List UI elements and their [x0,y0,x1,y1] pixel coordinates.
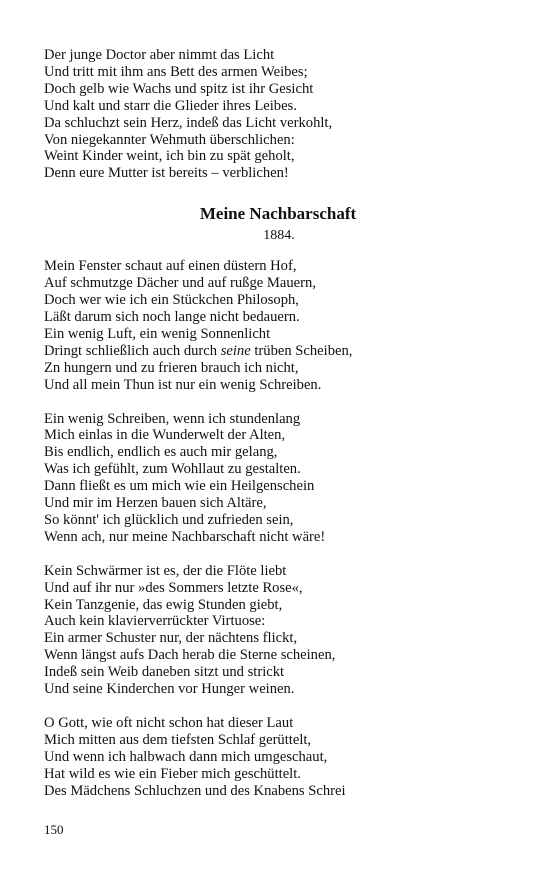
verse-line: So könnt' ich glücklich und zufrieden sein, [44,511,294,528]
poem-title: Meine Nachbarschaft [199,204,357,224]
verse-line: Auf schmutzge Dächer und auf rußge Mauern, [44,275,316,292]
stanza-2 [44,411,514,546]
verse-line: Ein wenig Luft, ein wenig Sonnenlicht [44,325,271,342]
stanza-gap [44,546,514,563]
verse-line: Wenn längst aufs Dach herab die Sterne scheinen, [44,647,336,664]
emphasized-word: seine [220,342,251,359]
verse-line: Zn hungern und zu frieren brauch ich nicht, [44,359,299,376]
stanza-3 [44,563,514,698]
verse-line: Auch kein klavierverrückter Virtuose: [44,613,266,630]
verse-text: trüben Scheiben, [250,342,353,359]
verse-line: O Gott, wie oft nicht schon hat dieser Laut [44,715,294,731]
stanza-gap [44,394,514,411]
verse-line [44,343,514,360]
verse-line: Mein Fenster schaut auf einen düstern Hof, [44,258,297,275]
page-body [44,47,514,800]
verse-line: Ein armer Schuster nur, der nächtens flickt, [44,630,298,647]
verse-line: Wenn ach, nur meine Nachbarschaft nicht wäre! [44,528,326,545]
verse-line: Und kalt und starr die Glieder ihres Leibes. [44,97,297,114]
verse-line: Und all mein Thun ist nur ein wenig Schreiben. [44,376,322,393]
verse-line: Denn eure Mutter ist bereits – verblichen! [44,165,289,182]
stanza-4 [44,715,514,800]
page-number: 150 [44,822,64,837]
verse-line: Indeß sein Weib daneben sitzt und strickt [44,664,285,681]
verse-line: Und wenn ich halbwach dann mich umgeschaut, [44,748,328,765]
verse-line: Ein wenig Schreiben, wenn ich stundenlang [44,410,301,427]
verse-line: Was ich gefühlt, zum Wohllaut zu gestalten. [44,461,301,478]
verse-text: Dringt schließlich auch durch [44,342,221,359]
verse-line: Und auf ihr nur »des Sommers letzte Rose«, [44,579,303,596]
verse-line: Läßt darum sich noch lange nicht bedauern. [44,308,300,325]
stanza-gap [44,698,514,715]
stanza-1 [44,258,514,393]
verse-line: Von niegekannter Wehmuth überschlichen: [44,131,295,148]
verse-line: Und tritt mit ihm ans Bett des armen Weibes; [44,63,308,80]
verse-line: Doch wer wie ich ein Stückchen Philosoph, [44,292,299,309]
verse-line: Und seine Kinderchen vor Hunger weinen. [44,681,295,698]
verse-line: Dann fließt es um mich wie ein Heilgenschein [44,478,315,495]
verse-line: Doch gelb wie Wachs und spitz ist ihr Gesicht [44,80,314,97]
verse-line: Des Mädchens Schluchzen und des Knabens Schrei [44,782,346,799]
verse-line: Mich mitten aus dem tiefsten Schlaf gerüttelt, [44,731,312,748]
verse-line: Kein Tanzgenie, das ewig Stunden giebt, [44,596,283,613]
verse-line: Bis endlich, endlich es auch mir gelang, [44,444,278,461]
verse-line: Weint Kinder weint, ich bin zu spät geholt, [44,148,295,165]
poem-year: 1884. [263,228,295,244]
verse-line: Da schluchzt sein Herz, indeß das Licht verkohlt, [44,114,333,131]
verse-line: Der junge Doctor aber nimmt das Licht [44,47,275,63]
previous-poem-stanza [44,47,514,182]
verse-line: Kein Schwärmer ist es, der die Flöte liebt [44,562,287,579]
verse-line: Und mir im Herzen bauen sich Altäre, [44,495,267,512]
verse-line: Hat wild es wie ein Fieber mich geschüttelt. [44,765,301,782]
verse-line: Mich einlas in die Wunderwelt der Alten, [44,427,286,444]
